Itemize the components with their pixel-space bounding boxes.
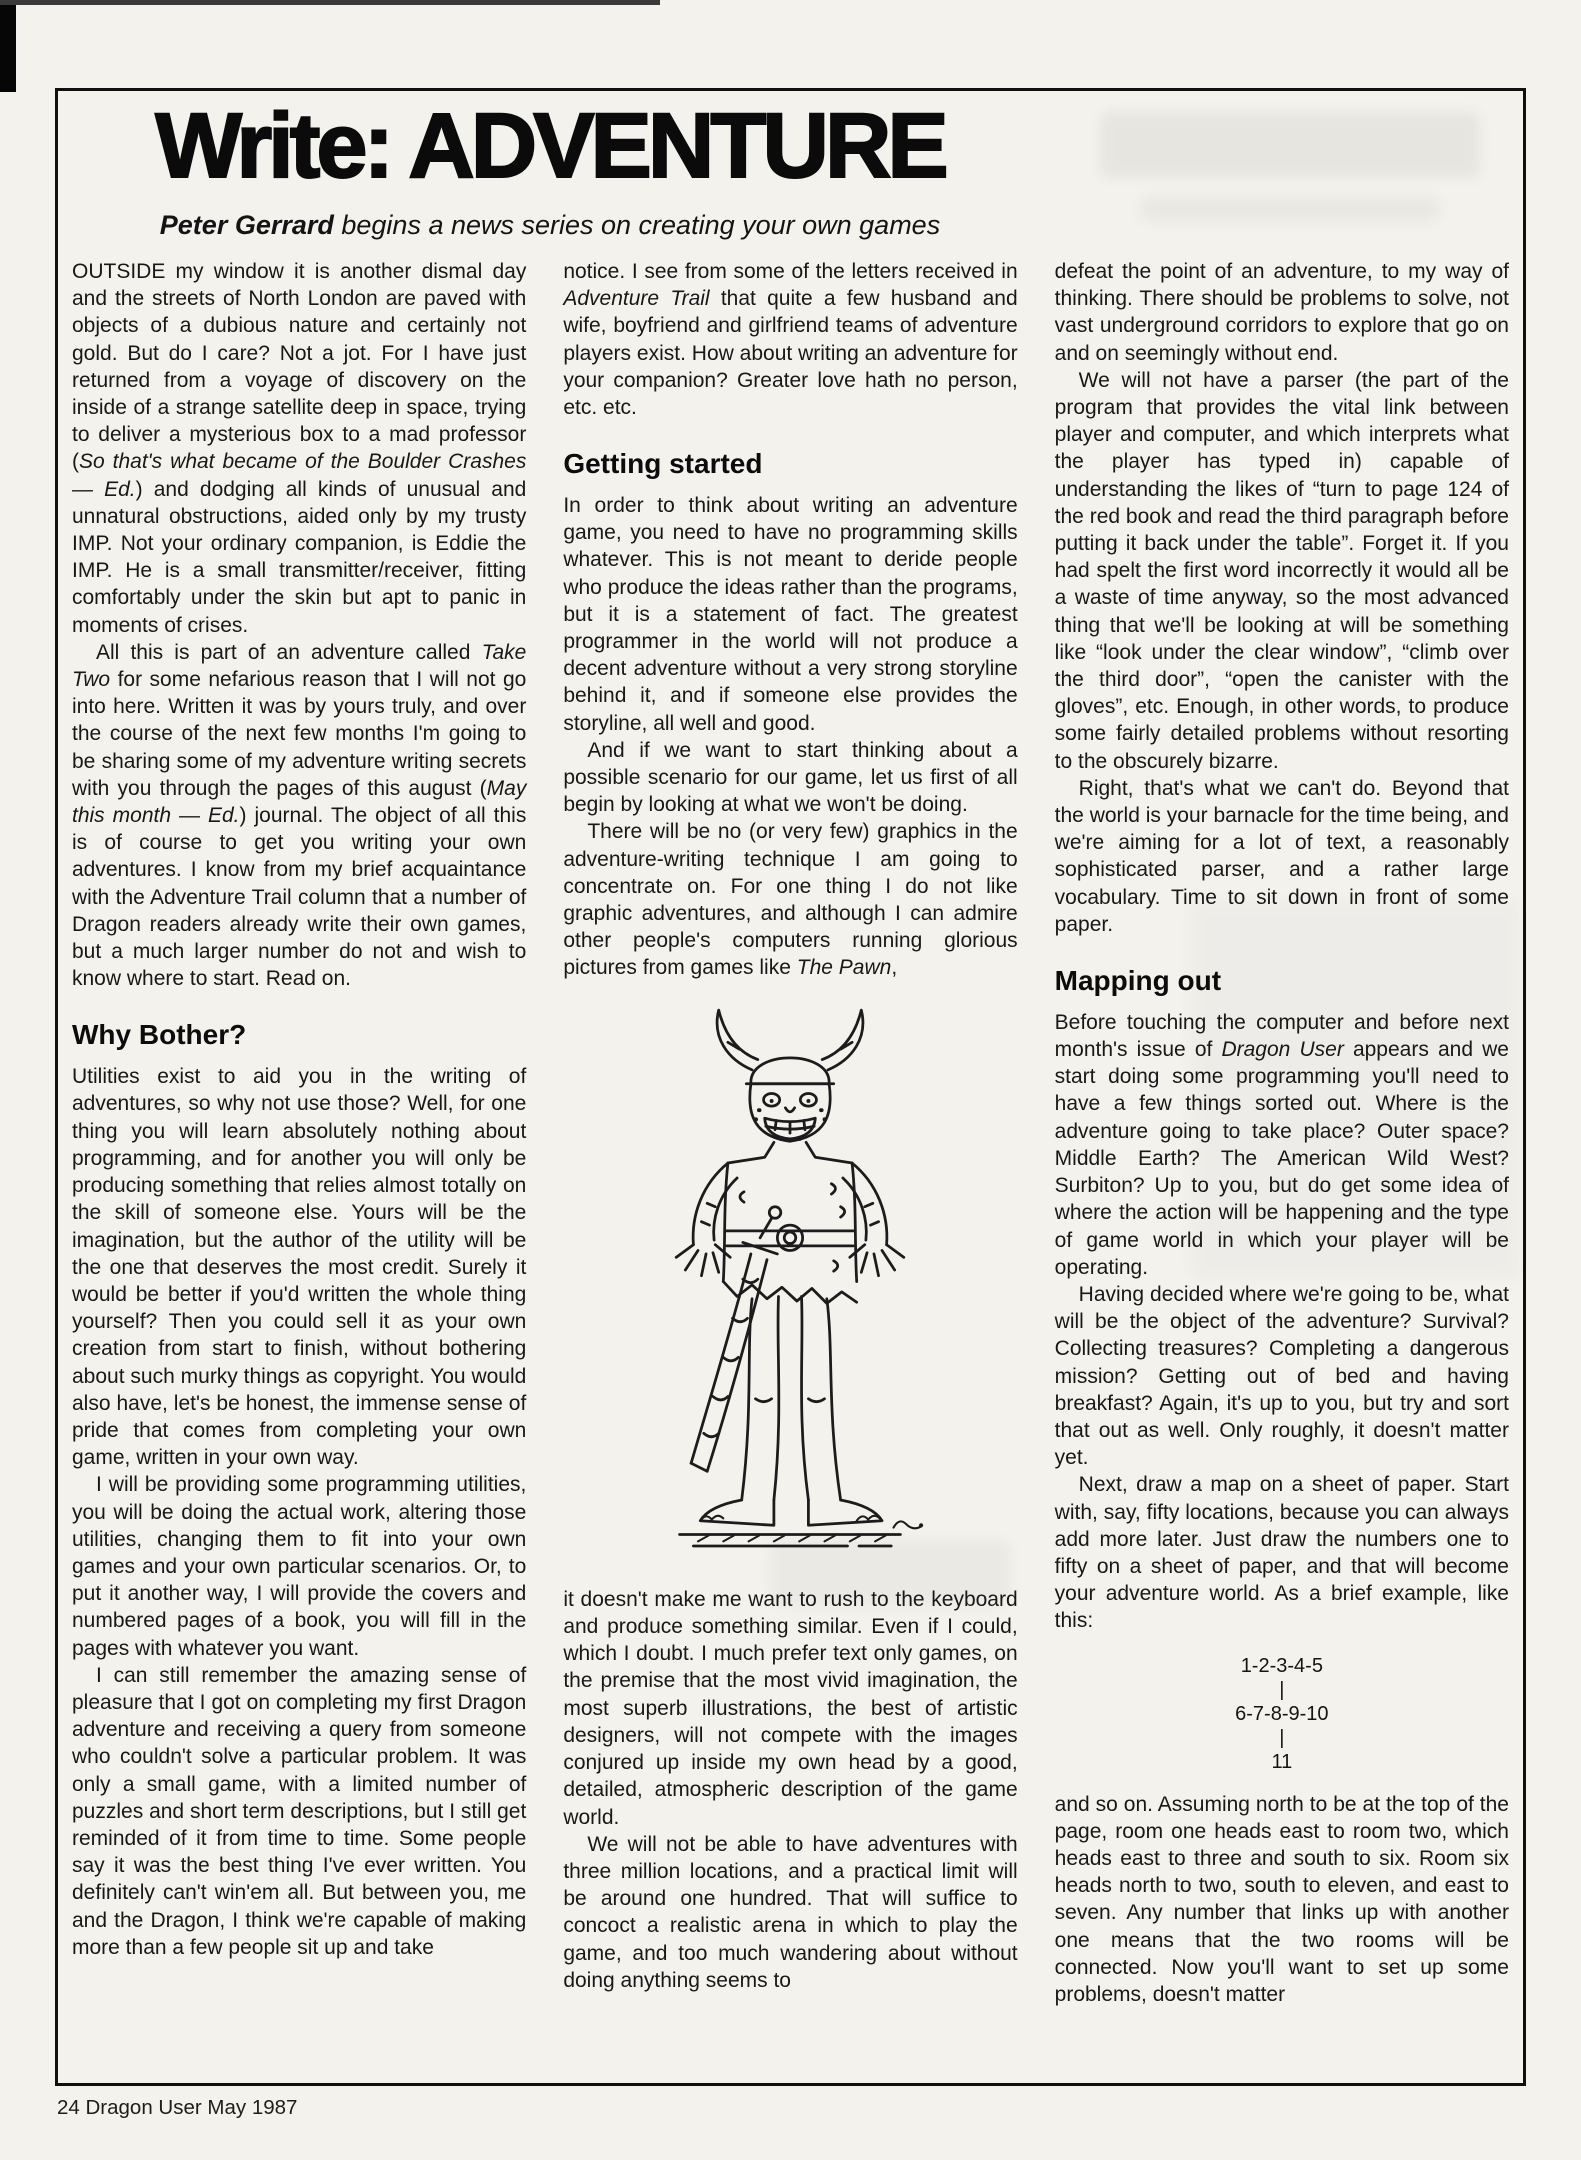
paragraph: All this is part of an adventure called Take Two for some nefarious reason that I will not go into here. Written it was by yours truly, and over the course of the next few months I'm going to be sharing some of my adventure writing secrets with you through the pages of this august (May this month — Ed.) journal. The object of all this is of course to get you writing your own adventures. I know from my brief acquaintance with the Adventure Trail column that a number of Dragon readers already write their own games, but a much larger number do not and wish to know where to start. Read on.: [72, 640, 527, 991]
paragraph: Right, that's what we can't do. Beyond that the world is your barnacle for the time being, and we're aiming for a lot of text, a reasonably sophisticated parser, and a rather large vocabulary. Time to sit down in front of some paper.: [1054, 776, 1509, 936]
paragraph: We will not have a parser (the part of the program that provides the vital link between player and computer, and which interprets what the player has typed in) capable of understanding the likes of “turn to page 124 of the red book and read the third paragraph before putting it back under the table”. Forget it. If you had spelt the first word incorrectly it would all be a waste of time anyway, so the most advanced thing that we'll be looking at will be something like “look under the clear window”, “climb over the third door”, “open the canister with the gloves”, etc. Enough, in other words, to produce some fairly detailed problems without resorting to the obscurely bizarre.: [1054, 368, 1509, 773]
paragraph: And if we want to start thinking about a possible scenario for our game, let us first of all begin by looking at what we won't be doing.: [563, 738, 1018, 817]
paragraph: Utilities exist to aid you in the writing of adventures, so why not use those? Well, for one thing you will learn absolutely nothing about programming, and for another you will only be producing something that relies almost totally on the skill of someone else. Yours will be the imagination, but the author of the utility will be the one that deserves the most credit. Surely it would be better if you'd written the whole thing yourself? Then you could sell it as your own creation from start to finish, without bothering about such murky things as copyright. You would also have, let's be honest, the immense sense of pride that comes from completing your own game, written in your own way.: [72, 1065, 527, 1470]
scan-top-edge: [0, 0, 660, 5]
paragraph: defeat the point of an adventure, to my way of thinking. There should be problems to solve, not vast underground corridors to explore that go on and on seemingly without end.: [1054, 260, 1509, 365]
paragraph: and so on. Assuming north to be at the top of the page, room one heads east to room two, which heads east to three and south to six. Room six heads north to two, south to eleven, and east to seven. Any number that links up with another one means that the two rooms will be connected. Now you'll want to set up some problems, doesn't matter: [1054, 1792, 1509, 2006]
paragraph: Before touching the computer and before next month's issue of Dragon User appears and we start doing some programming you'll need to have a few things sorted out. Where is the adventure going to take place? Outer space? Middle Earth? The American Wild West? Surbiton? Up to you, but do get some idea of where the action will be happening and the type of game world in which your player will be operating.: [1054, 1010, 1509, 1279]
column-2: [563, 258, 1017, 2082]
paragraph: Next, draw a map on a sheet of paper. Start with, say, fifty locations, because you can always add more later. Just draw the numbers one to fifty on a sheet of paper, and that will become your adventure world. As a brief example, like this:: [1054, 1473, 1509, 1633]
article-subtitle: [80, 210, 1020, 241]
paragraph: I will be providing some programming utilities, you will be doing the actual work, altering those utilities, changing them to fit into your own games and your own particular scenarios. Or, to put it another way, I will provide the covers and numbered pages of a book, you will fill in the pages with whatever you want.: [72, 1473, 527, 1660]
map-example-diagram: [1055, 1653, 1509, 1775]
paragraph: notice. I see from some of the letters received in Adventure Trail that quite a few husband and wife, boyfriend and girlfriend teams of adventure players exist. How about writing an adventure for your companion? Greater love hath no person, etc. etc.: [563, 260, 1018, 420]
section-heading-why-bother: Why Bother?: [72, 1019, 247, 1051]
map-connector-1: |: [1279, 1678, 1285, 1701]
paragraph: We will not be able to have adventures with three million locations, and a practical limit will be around one hundred. That will suffice to concoct a realistic arena in which to play the game, and too much wandering about without doing anything seems to: [563, 1832, 1018, 1992]
article-body: [72, 258, 1509, 2082]
subtitle-text: begins a news series on creating your own games: [333, 209, 941, 240]
column-1: [72, 258, 526, 2082]
barbarian-cartoon-svg: [629, 994, 951, 1569]
paragraph: OUTSIDE my window it is another dismal day and the streets of North London are paved with objects of a dubious nature and certainly not gold. But do I care? Not a jot. For I have just returned from a voyage of discovery on the inside of a strange satellite deep in space, trying to deliver a mysterious box to a mad professor (So that's what became of the Boulder Crashes — Ed.) and dodging all kinds of unusual and unnatural obstructions, aided only by my trusty IMP. Not your ordinary companion, is Eddie the IMP. He is a small transmitter/receiver, fitting comfortably under the skin but apt to panic in moments of crises.: [72, 260, 527, 637]
paragraph: I can still remember the amazing sense of pleasure that I got on completing my first Dragon adventure and receiving a query from someone who couldn't solve a particular problem. It was only a small game, with a limited number of puzzles and short term descriptions, but I still get reminded of it from time to time. Some people say it was the best thing I've ever written. You definitely can't win'em all. But between you, me and the Dragon, I think we're capable of making more than a few people sit up and take: [72, 1663, 527, 1959]
barbarian-illustration: [629, 994, 951, 1576]
map-row-1: 1-2-3-4-5: [1240, 1654, 1323, 1677]
page-footer: 24 Dragon User May 1987: [57, 2096, 298, 2119]
map-room-11: 11: [1271, 1750, 1293, 1773]
scan-corner-mark: [0, 0, 16, 92]
paragraph: Having decided where we're going to be, what will be the object of the adventure? Survival? Collecting treasures? Completing a dangerous mission? Getting out of bed and having breakfast? Again, it's up to you, but try and sort that out as well. Only roughly, it doesn't matter yet.: [1054, 1282, 1509, 1470]
paragraph: There will be no (or very few) graphics in the adventure-writing technique I am going to concentrate on. For one thing I do not like graphic adventures, and although I can admire other people's computers running glorious pictures from games like The Pawn,: [563, 820, 1018, 980]
column-3: [1055, 258, 1509, 2082]
paragraph: In order to think about writing an adventure game, you need to have no programming skills whatever. This is not meant to deride people who produce the ideas rather than the programs, but it is a statement of fact. The greatest programmer in the world will not produce a decent adventure without a very strong storyline behind it, and if someone else provides the storyline, all well and good.: [563, 494, 1018, 735]
map-connector-2: |: [1279, 1726, 1285, 1749]
section-heading-getting-started: Getting started: [563, 448, 763, 480]
article-title: Write: ADVENTURE: [155, 95, 945, 197]
article-header: [80, 95, 1020, 241]
section-heading-mapping-out: Mapping out: [1054, 965, 1222, 997]
byline-author: Peter Gerrard: [159, 209, 334, 240]
map-row-2: 6-7-8-9-10: [1235, 1702, 1329, 1725]
paragraph: it doesn't make me want to rush to the keyboard and produce something similar. Even if I could, which I doubt. I much prefer text only games, on the premise that the most vivid imagination, the most superb illustrations, the best of artistic designers, will not compete with the images conjured up inside my own head by a good, detailed, atmospheric description of the game world.: [563, 1587, 1018, 1829]
